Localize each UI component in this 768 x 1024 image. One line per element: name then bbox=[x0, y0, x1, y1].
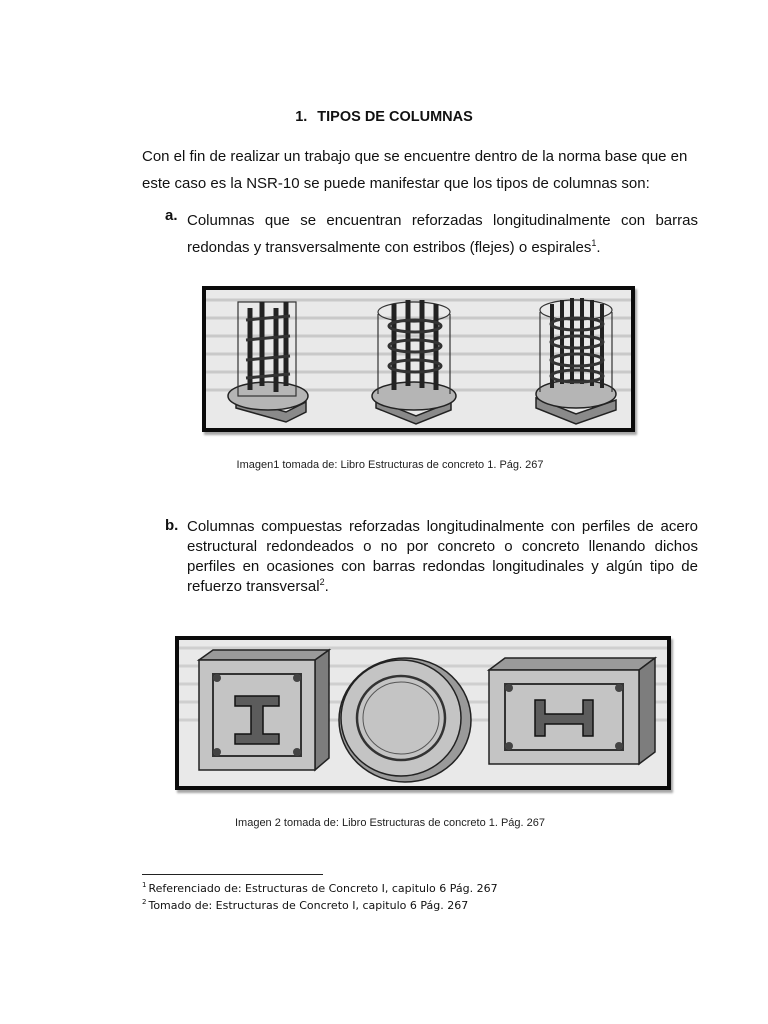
composite-columns-illustration bbox=[179, 640, 667, 786]
concrete-filled-tube bbox=[339, 658, 471, 782]
section-heading bbox=[0, 109, 768, 125]
footnote-separator bbox=[142, 874, 323, 875]
footnote-1 bbox=[142, 882, 498, 895]
spiral-column-dense bbox=[536, 298, 616, 424]
footnote-2 bbox=[142, 899, 468, 912]
footnote-mark-1: 1 bbox=[142, 881, 147, 890]
footnote-mark-2: 2 bbox=[142, 898, 147, 907]
figure-tied-columns bbox=[202, 286, 635, 432]
list-text-b bbox=[187, 517, 698, 597]
list-letter-b: b. bbox=[165, 517, 179, 534]
list-text-b-end: . bbox=[324, 578, 329, 595]
figure2-caption: Imagen 2 tomada de: Libro Estructuras de concreto 1. Pág. 267 bbox=[234, 817, 546, 829]
list-text-a bbox=[187, 207, 698, 261]
tied-and-spiral-columns-illustration bbox=[206, 290, 631, 428]
footnote-text-1: Referenciado de: Estructuras de Concreto I, capitulo 6 Pág. 267 bbox=[148, 882, 498, 895]
footnote-ref-1[interactable]: 1 bbox=[591, 238, 597, 248]
figure1-caption: Imagen1 tomada de: Libro Estructuras de concreto 1. Pág. 267 bbox=[236, 459, 544, 471]
list-text-b-body: Columnas compuestas reforzadas longitudinalmente con perfiles de acero estructural redondeados o no por concreto o concreto llenando dichos perfiles en ocasiones con barras redondas longitudinales y algún tipo de refuerzo transversal bbox=[187, 518, 698, 595]
section-title: TIPOS DE COLUMNAS bbox=[317, 109, 473, 125]
footnote-text-2: Tomado de: Estructuras de Concreto I, capitulo 6 Pág. 267 bbox=[148, 899, 469, 912]
list-text-a-body: Columnas que se encuentran reforzadas longitudinalmente con barras redondas y transversalmente con estribos (flejes) o espirales bbox=[187, 212, 698, 256]
encased-wide-flange-rect bbox=[489, 658, 655, 764]
list-letter-a: a. bbox=[165, 207, 178, 224]
figure-composite-columns bbox=[175, 636, 671, 790]
section-number: 1. bbox=[295, 109, 308, 125]
list-text-a-end: . bbox=[596, 239, 601, 256]
encased-ibeam-square bbox=[199, 650, 329, 770]
intro-paragraph: Con el fin de realizar un trabajo que se encuentre dentro de la norma base que en este caso es la NSR-10 se puede manifestar que los tipos de columnas son: bbox=[142, 148, 688, 192]
tied-column-square bbox=[228, 302, 308, 422]
footnote-ref-2[interactable]: 2 bbox=[319, 577, 325, 587]
